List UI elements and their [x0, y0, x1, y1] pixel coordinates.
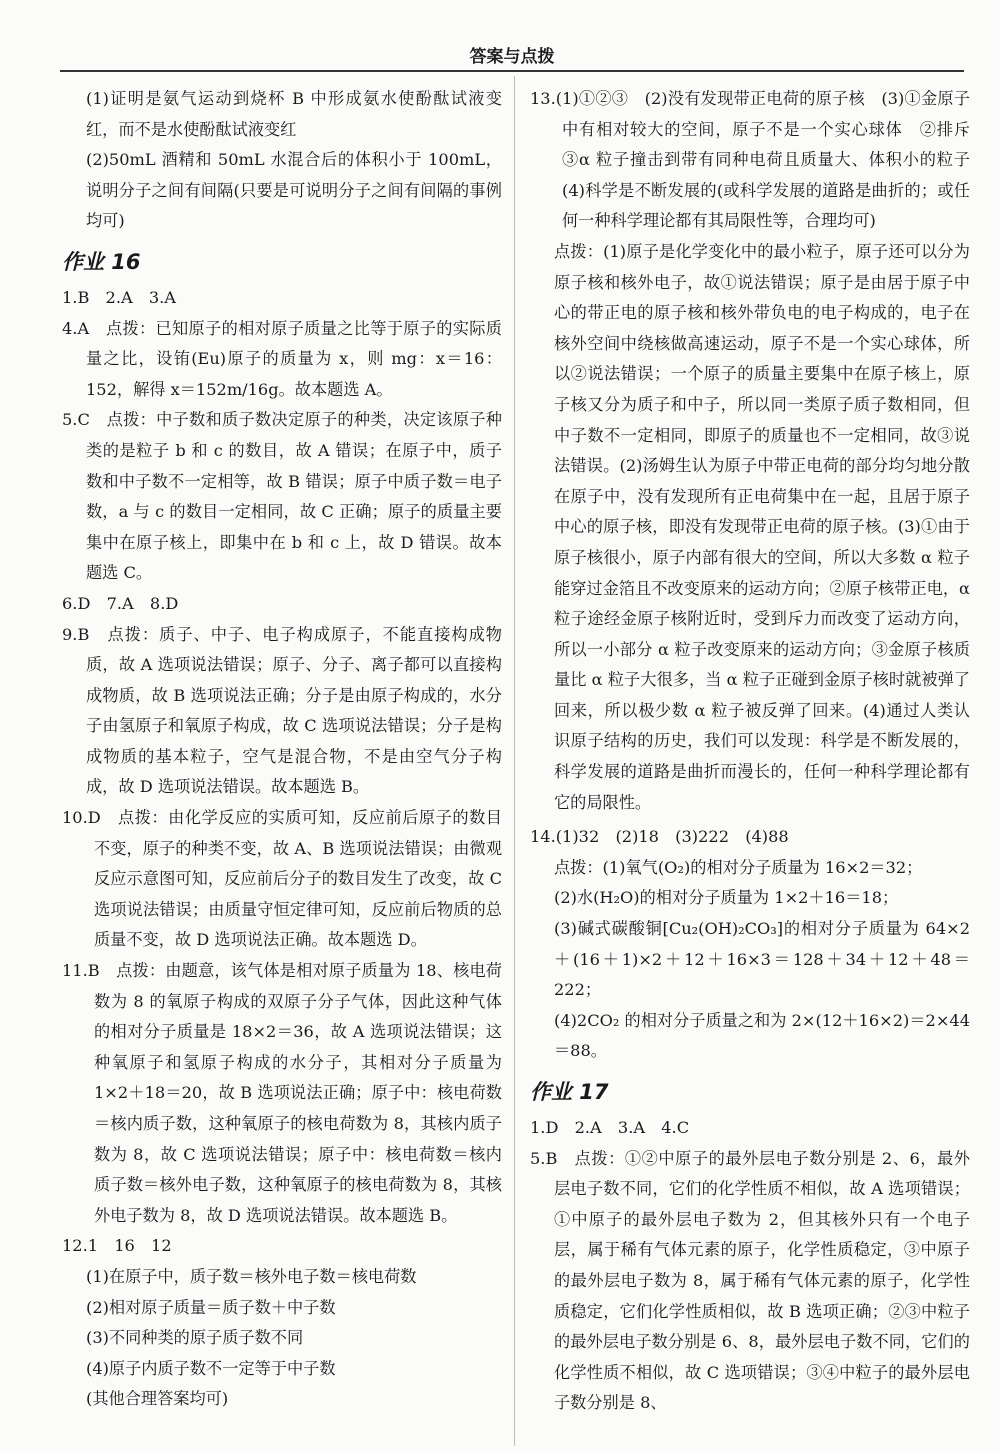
answer-text: 6.D 7.A 8.D	[62, 593, 179, 613]
left-column	[62, 84, 502, 1415]
answer-text: 12.1 16 12	[62, 1236, 172, 1256]
answer-text: 9.B 点拨：质子、中子、电子构成原子，不能直接构成物质，故 A 选项说法错误；原子、分子、离子都可以直接构成物质，故 B 选项说法正确；分子是由原子构成的，水分子由氢原子和氧原子构成，故 C 选项说法错误；分子是构成物质的基本粒子，空气是混合物，不是由空气分子构成，故 D 选项说法错误。故本题选 B。	[62, 624, 502, 797]
explanation-text: 点拨：(1)原子是化学变化中的最小粒子，原子还可以分为原子核和核外电子，故①说法错误；原子是由居于原子中心的带正电的原子核和核外带负电的电子构成的，电子在核外空间中绕核做高速运动，原子不是一个实心球体，所以②说法错误；一个原子的质量主要集中在原子核上，原子核又分为质子和中子，所以同一类原子质子数相同，但中子数不一定相同，即原子的质量也不一定相同，故③说法错误。(2)汤姆生认为原子中带正电荷的部分均匀地分散在原子中，没有发现所有正电荷集中在一起，且居于原子中心的原子核，即没有发现带正电荷的原子核。(3)①由于原子核很小，原子内部有很大的空间，所以大多数 α 粒子能穿过金箔且不改变原来的运动方向；②原子核带正电，α 粒子途经金原子核附近时，受到斥力而改变了运动方向，所以一小部分 α 粒子改变原来的运动方向；③金原子核质量比 α 粒子大很多，当 α 粒子正碰到金原子核时就被弹了回来，所以极少数 α 粒子被反弹了回来。(4)通过人类认识原子结构的历史，我们可以发现：科学是不断发展的，科学发展的道路是曲折而漫长的，任何一种科学理论都有它的局限性。	[554, 241, 970, 812]
explanation-text: (4)2CO₂ 的相对分子质量之和为 2×(12＋16×2)＝2×44＝88。	[554, 1010, 970, 1061]
answer-text: 5.C 点拨：中子数和质子数决定原子的种类，决定该原子种类的是粒子 b 和 c 的数目，故 A 错误；在原子中，质子数和中子数不一定相等，故 B 错误；原子中质子数＝电子数，a 与 c 的数目一定相同，故 C 正确；原子的质量主要集中在原子核上，即集中在 b 和 c 上，故 D 错误。故本题选 C。	[62, 410, 502, 583]
answer-text: (3)不同种类的原子质子数不同	[86, 1328, 304, 1348]
section-heading: 作业 16	[62, 249, 141, 274]
answer-text: (1)证明是氨气运动到烧杯 B 中形成氨水使酚酞试液变红，而不是水使酚酞试液变红	[86, 89, 502, 139]
answer-text: (2)相对原子质量＝质子数＋中子数	[86, 1297, 336, 1317]
answer-text: (4)原子内质子数不一定等于中子数	[86, 1358, 336, 1378]
right-column	[530, 84, 987, 1419]
answer-text: (其他合理答案均可)	[86, 1389, 229, 1409]
answer-text: 4.A 点拨：已知原子的相对原子质量之比等于原子的实际质量之比，设铕(Eu)原子的质量为 x，则 mg：x＝16：152，解得 x＝152m/16g。故本题选 A。	[62, 318, 502, 399]
answer-text: 11.B 点拨：由题意，该气体是相对原子质量为 18、核电荷数为 8 的氧原子构成的双原子分子气体，因此这种气体的相对分子质量是 18×2＝36，故 A 选项说法错误；这种氧原子和氢原子构成的水分子，其相对分子质量为 1×2＋18＝20，故 B 选项说法正确；原子中：核电荷数＝核内质子数，这种氧原子的核电荷数为 8，其核内质子数为 8，故 C 选项说法错误；原子中：核电荷数＝核内质子数＝核外电子数，这种氧原子的核电荷数为 8，其核外电子数为 8，故 D 选项说法错误。故本题选 B。	[62, 961, 502, 1225]
answer-text: 10.D 点拨：由化学反应的实质可知，反应前后原子的数目不变，原子的种类不变，故 A、B 选项说法错误；由微观反应示意图可知，反应前后分子的数目发生了改变，故 C 选项说法错误；由质量守恒定律可知，反应前后物质的总质量不变，故 D 选项说法正确。故本题选 D。	[62, 808, 502, 950]
section-heading: 作业 17	[530, 1080, 609, 1104]
answer-text: 14.(1)32 (2)18 (3)222 (4)88	[530, 827, 789, 847]
answer-text: 5.B 点拨：①②中原子的最外层电子数分别是 2、6，最外层电子数不同，它们的化学性质不相似，故 A 选项错误；①中原子的最外层电子数为 2，但其核外只有一个电子层，属于稀有气体元素的原子，化学性质稳定，③中原子的最外层电子数为 8，属于稀有气体元素的原子，化学性质稳定，它们化学性质相似，故 B 选项正确；②③中粒子的最外层电子数分别是 6、8，最外层电子数不同，它们的化学性质不相似，故 C 选项错误；③④中粒子的最外层电子数分别是 8、	[530, 1148, 970, 1413]
column-divider	[514, 76, 515, 1446]
explanation-text: (2)水(H₂O)的相对分子质量为 1×2＋16＝18；	[554, 888, 899, 908]
answer-text: (1)在原子中，质子数＝核外电子数＝核电荷数	[86, 1266, 417, 1286]
answer-text: 1.D 2.A 3.A 4.C	[530, 1118, 690, 1137]
explanation-text: (3)碱式碳酸铜[Cu₂(OH)₂CO₃]的相对分子质量为 64×2＋(16＋1)×2＋12＋16×3＝128＋34＋12＋48＝222；	[554, 919, 970, 1000]
answer-text: (2)50mL 酒精和 50mL 水混合后的体积小于 100mL，说明分子之间有间隔(只要是可说明分子之间有间隔的事例均可)	[86, 150, 502, 231]
page-header	[60, 0, 964, 72]
answer-text: 13.(1)①②③ (2)没有发现带正电荷的原子核 (3)①金原子中有相对较大的空间，原子不是一个实心球体 ②排斥 ③α 粒子撞击到带有同种电荷且质量大、体积小的粒子 (4)科学是不断发展的(或科学发展的道路是曲折的；或任何一种科学理论都有其局限性等，合理均可)	[530, 89, 987, 231]
answer-text: 1.B 2.A 3.A	[62, 287, 176, 307]
header-title: 答案与点拨	[469, 47, 555, 67]
explanation-text: 点拨：(1)氧气(O₂)的相对分子质量为 16×2＝32；	[554, 857, 923, 877]
